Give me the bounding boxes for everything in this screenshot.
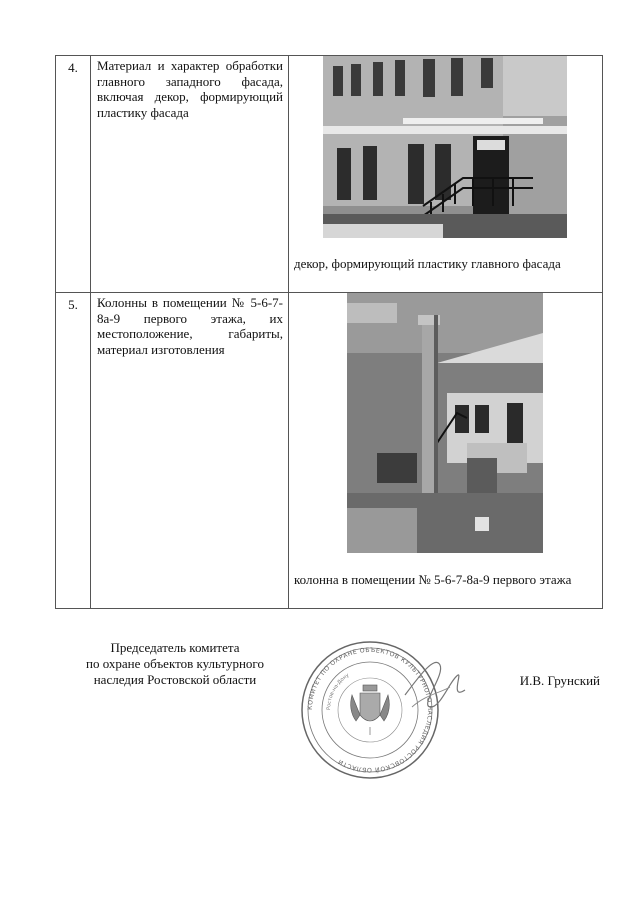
row-image-cell: [289, 56, 603, 293]
table-row: [56, 56, 603, 293]
column-photo: [347, 293, 543, 553]
official-seal: [300, 635, 470, 785]
signatory-title-line: наследия Ростовской области: [93, 672, 257, 687]
signatory-title-line: по охране объектов культурного: [86, 656, 264, 671]
row-description: Материал и характер обработки главного западного фасада, включая декор, формирующий пластику фасада: [97, 58, 283, 120]
row-number: 4.: [68, 60, 78, 75]
signatory-title: [55, 640, 295, 688]
signatory-name: И.В. Грунский: [519, 673, 600, 688]
elements-table: [55, 55, 603, 609]
row-number-cell: [56, 293, 91, 609]
image-caption: колонна в помещении № 5-6-7-8а-9 первого этажа: [294, 572, 572, 587]
facade-photo: [323, 56, 567, 238]
row-description: Колонны в помещении № 5-6-7-8а-9 первого этажа, их местоположение, габариты, материал изготовления: [97, 295, 283, 357]
row-number: 5.: [68, 297, 78, 312]
seal-inner-text: Ростов-на-Дону: [325, 672, 351, 711]
image-caption: декор, формирующий пластику главного фасада: [294, 256, 561, 271]
signatory-title-line: Председатель комитета: [110, 640, 240, 655]
svg-text:Ростов-на-Дону: [326, 672, 350, 710]
row-number-cell: [56, 56, 91, 293]
row-image-cell: [289, 293, 603, 609]
row-description-cell: [91, 293, 289, 609]
row-description-cell: [91, 56, 289, 293]
seal-outer-text: КОМИТЕТ ПО ОХРАНЕ ОБЪЕКТОВ КУЛЬТУРНОГО НАСЛЕДИЯ РОСТОВСКОЙ ОБЛАСТИ: [306, 646, 434, 774]
table-row: [56, 293, 603, 609]
